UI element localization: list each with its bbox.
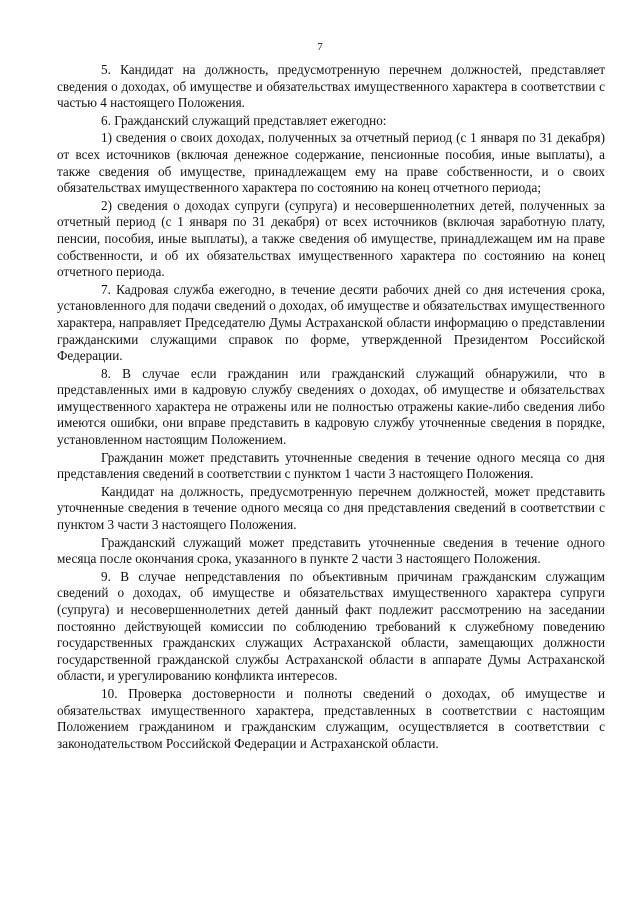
paragraph-9: 9. В случае непредставления по объективным причинам гражданским служащим сведений о доходах, об имуществе и обязательствах имущественного характера супруги (супруга) и несовершеннолетних детей данный факт подлежит рассмотрению на заседании постоянно действующей комиссии по соблюдению требований к служебному поведению государственных гражданских служащих Астраханской области, замещающих должности государственной гражданской службы Астраханской области в аппарате Думы Астраханской области, и урегулированию конфликта интересов. [57, 568, 605, 684]
paragraph-8-civil-servant: Гражданский служащий может представить уточненные сведения в течение одного месяца после окончания срока, указанного в пункте 2 части 3 настоящего Положения. [57, 534, 605, 567]
paragraph-6-item-1: 1) сведения о своих доходах, полученных за отчетный период (с 1 января по 31 декабря) от всех источников (включая денежное содержание, пенсионные пособия, иные выплаты), а также сведения об имуществе, принадлежащем ему на праве собственности, и о своих обязательствах имущественного характера по состоянию на конец отчетного периода; [57, 130, 605, 196]
paragraph-8-candidate: Кандидат на должность, предусмотренную перечнем должностей, может представить уточненные сведения в течение одного месяца со дня представления сведений в соответствии с пунктом 3 части 3 настоящего Положения. [57, 483, 605, 533]
paragraph-8: 8. В случае если гражданин или гражданский служащий обнаружили, что в представленных ими в кадровую службу сведениях о доходах, об имуществе и обязательствах имущественного характера не отражены или не полностью отражены какие-либо сведения либо имеются ошибки, они вправе представить в кадровую службу уточненные сведения в порядке, установленном настоящим Положением. [57, 365, 605, 448]
paragraph-10: 10. Проверка достоверности и полноты сведений о доходах, об имуществе и обязательствах имущественного характера, представленных в соответствии с настоящим Положением гражданином и гражданским служащим, осуществляется в соответствии с законодательством Российской Федерации и Астраханской области. [57, 685, 605, 751]
paragraph-6-item-2: 2) сведения о доходах супруги (супруга) и несовершеннолетних детей, полученных за отчетный период (с 1 января по 31 декабря) от всех источников (включая заработную плату, пенсии, пособия, иные выплаты), а также сведения об имуществе, принадлежащем им на праве собственности, и об их обязательствах имущественного характера по состоянию на конец отчетного периода. [57, 197, 605, 280]
paragraph-8-citizen: Гражданин может представить уточненные сведения в течение одного месяца со дня представления сведений в соответствии с пунктом 1 части 3 настоящего Положения. [57, 449, 605, 482]
paragraph-5: 5. Кандидат на должность, предусмотренную перечнем должностей, представляет сведения о доходах, об имуществе и обязательствах имущественного характера в соответствии с частью 4 настоящего Положения. [57, 62, 605, 111]
document-body [57, 62, 605, 753]
page-number: 7 [317, 41, 323, 53]
paragraph-6: 6. Гражданский служащий представляет ежегодно: [101, 112, 387, 128]
paragraph-7: 7. Кадровая служба ежегодно, в течение десяти рабочих дней со дня истечения срока, установленного для подачи сведений о доходах, об имуществе и обязательствах имущественного характера, направляет Председателю Думы Астраханской области информацию о представлении гражданскими служащими справок по форме, утвержденной Президентом Российской Федерации. [57, 281, 605, 364]
